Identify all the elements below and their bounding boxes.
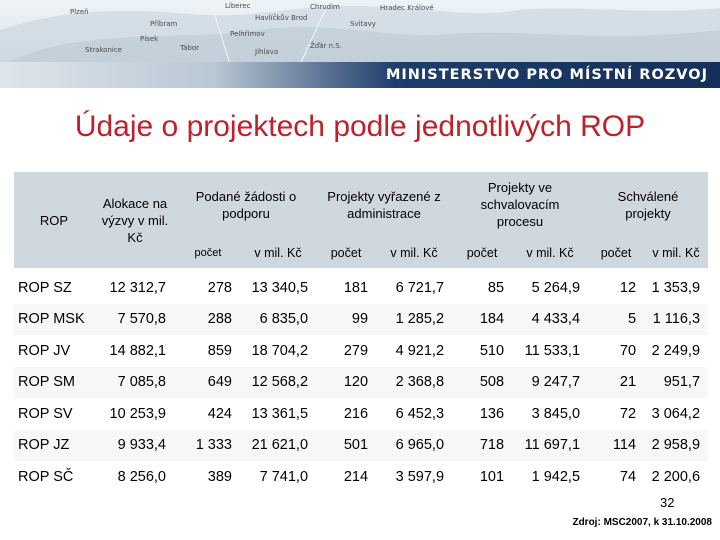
table-cell: 13 361,5 bbox=[251, 405, 309, 422]
table-cell: 120 bbox=[316, 367, 376, 399]
table-cell: 859 bbox=[207, 342, 232, 359]
table-cell: 508 bbox=[452, 367, 512, 399]
table-cell: 12 312,7 bbox=[109, 279, 166, 296]
subheader-amount: v mil. Kč bbox=[644, 237, 708, 268]
row-label: ROP MSK bbox=[14, 304, 94, 336]
table-cell: 7 085,8 bbox=[94, 367, 176, 399]
table-header-row bbox=[14, 172, 708, 237]
table-cell: 18 704,2 bbox=[251, 342, 309, 359]
column-header-alokace: Alokace na výzvy v mil. Kč bbox=[94, 172, 176, 268]
table-cell: 12 bbox=[619, 279, 637, 296]
town-label: Písek bbox=[140, 35, 159, 43]
table-cell: 4 921,2 bbox=[395, 342, 445, 359]
table-row bbox=[14, 461, 708, 493]
row-label: ROP JZ bbox=[14, 430, 94, 462]
town-label: Liberec bbox=[225, 2, 251, 10]
town-label: Žďár n.S. bbox=[310, 42, 342, 50]
table-body bbox=[14, 268, 708, 493]
table-cell: 2 249,9 bbox=[651, 342, 701, 359]
table-cell: 1 942,5 bbox=[531, 468, 581, 485]
town-label: Plzeň bbox=[70, 8, 89, 16]
table-cell: 12 568,2 bbox=[240, 367, 316, 399]
table-cell: 7 741,0 bbox=[259, 468, 309, 485]
table-row bbox=[14, 304, 708, 336]
table-cell: 216 bbox=[343, 405, 369, 422]
map-illustration bbox=[0, 0, 720, 64]
subheader-amount: v mil. Kč bbox=[240, 237, 316, 268]
table-cell: 389 bbox=[207, 468, 232, 485]
table-row bbox=[14, 398, 708, 430]
table-cell: 7 570,8 bbox=[94, 304, 176, 336]
town-label: Svitavy bbox=[350, 20, 376, 28]
table-cell: 101 bbox=[479, 468, 505, 485]
table-cell: 1 333 bbox=[176, 430, 240, 462]
table-cell: 70 bbox=[619, 342, 637, 359]
row-label: ROP SM bbox=[14, 367, 94, 399]
row-label: ROP SV bbox=[18, 405, 73, 422]
table-cell: 2 958,9 bbox=[644, 430, 708, 462]
table-cell: 184 bbox=[452, 304, 512, 336]
table-cell: 6 835,0 bbox=[240, 304, 316, 336]
row-label: ROP SČ bbox=[18, 468, 74, 485]
page-number: 32 bbox=[660, 495, 675, 510]
table-cell: 14 882,1 bbox=[109, 342, 166, 359]
table-cell: 1 116,3 bbox=[644, 304, 708, 336]
table-cell: 649 bbox=[176, 367, 240, 399]
table-row bbox=[14, 335, 708, 367]
source-note: Zdroj: MSC2007, k 31.10.2008 bbox=[572, 517, 712, 528]
town-label: Pelhřimov bbox=[230, 30, 265, 38]
town-label: Havlíčkův Brod bbox=[255, 14, 308, 22]
table-cell: 6 452,3 bbox=[395, 405, 445, 422]
table-cell: 72 bbox=[619, 405, 637, 422]
group-header-approved: Schválené projekty bbox=[588, 172, 708, 237]
table-row bbox=[14, 367, 708, 399]
group-header-submitted: Podané žádosti o podporu bbox=[176, 172, 316, 237]
table-cell: 99 bbox=[316, 304, 376, 336]
table-cell: 21 621,0 bbox=[240, 430, 316, 462]
table-cell: 510 bbox=[479, 342, 505, 359]
table-cell: 3 064,2 bbox=[651, 405, 701, 422]
table-cell: 3 597,9 bbox=[395, 468, 445, 485]
table-cell: 2 368,8 bbox=[376, 367, 452, 399]
subheader-amount: v mil. Kč bbox=[512, 237, 588, 268]
table-cell: 9 933,4 bbox=[94, 430, 176, 462]
table-cell: 214 bbox=[343, 468, 369, 485]
ministry-name: MINISTERSTVO PRO MÍSTNÍ ROZVOJ bbox=[385, 67, 708, 83]
table-cell: 6 721,7 bbox=[395, 279, 445, 296]
table-cell: 114 bbox=[588, 430, 644, 462]
table-row bbox=[14, 430, 708, 462]
table-cell: 951,7 bbox=[644, 367, 708, 399]
subheader-count: počet bbox=[316, 237, 376, 268]
table-cell: 4 433,4 bbox=[512, 304, 588, 336]
page-title: Údaje o projektech podle jednotlivých ROP bbox=[74, 110, 646, 143]
subheader-count: počet bbox=[588, 237, 644, 268]
table-cell: 1 353,9 bbox=[651, 279, 701, 296]
table-cell: 11 697,1 bbox=[512, 430, 588, 462]
rop-projects-table bbox=[14, 172, 708, 493]
table-cell: 9 247,7 bbox=[512, 367, 588, 399]
table-cell: 288 bbox=[176, 304, 240, 336]
subheader-amount: v mil. Kč bbox=[376, 237, 452, 268]
table-cell: 181 bbox=[343, 279, 369, 296]
table-cell: 279 bbox=[343, 342, 369, 359]
table-cell: 1 285,2 bbox=[376, 304, 452, 336]
row-label: ROP JV bbox=[18, 342, 71, 359]
table-cell: 11 533,1 bbox=[524, 342, 581, 359]
table-cell: 85 bbox=[487, 279, 505, 296]
subheader-count: počet bbox=[452, 237, 512, 268]
header-banner bbox=[0, 0, 720, 88]
group-header-in-approval: Projekty ve schvalovacím procesu bbox=[452, 172, 588, 237]
table-cell: 6 965,0 bbox=[376, 430, 452, 462]
table-cell: 501 bbox=[316, 430, 376, 462]
town-label: Příbram bbox=[150, 20, 178, 28]
town-label: Strakonice bbox=[85, 46, 122, 54]
table-cell: 136 bbox=[479, 405, 505, 422]
table-cell: 3 845,0 bbox=[531, 405, 581, 422]
row-label: ROP SZ bbox=[18, 279, 72, 296]
table-cell: 278 bbox=[207, 279, 232, 296]
table-cell: 13 340,5 bbox=[251, 279, 309, 296]
table-cell: 10 253,9 bbox=[109, 405, 166, 422]
table-row bbox=[14, 272, 708, 304]
subheader-count: počet bbox=[176, 237, 240, 268]
table-cell: 424 bbox=[207, 405, 232, 422]
group-header-rejected: Projekty vyřazené z administrace bbox=[316, 172, 452, 237]
town-label: Chrudim bbox=[310, 3, 340, 11]
column-header-rop: ROP bbox=[14, 172, 94, 268]
table-cell: 718 bbox=[452, 430, 512, 462]
town-label: Jihlava bbox=[255, 48, 279, 56]
table-cell: 21 bbox=[588, 367, 644, 399]
town-label: Tábor bbox=[180, 44, 200, 52]
table-cell: 8 256,0 bbox=[117, 468, 166, 485]
town-label: Hradec Králové bbox=[380, 4, 434, 12]
table-cell: 2 200,6 bbox=[651, 468, 701, 485]
table-cell: 5 264,9 bbox=[531, 279, 581, 296]
table-cell: 5 bbox=[588, 304, 644, 336]
table-cell: 74 bbox=[619, 468, 637, 485]
